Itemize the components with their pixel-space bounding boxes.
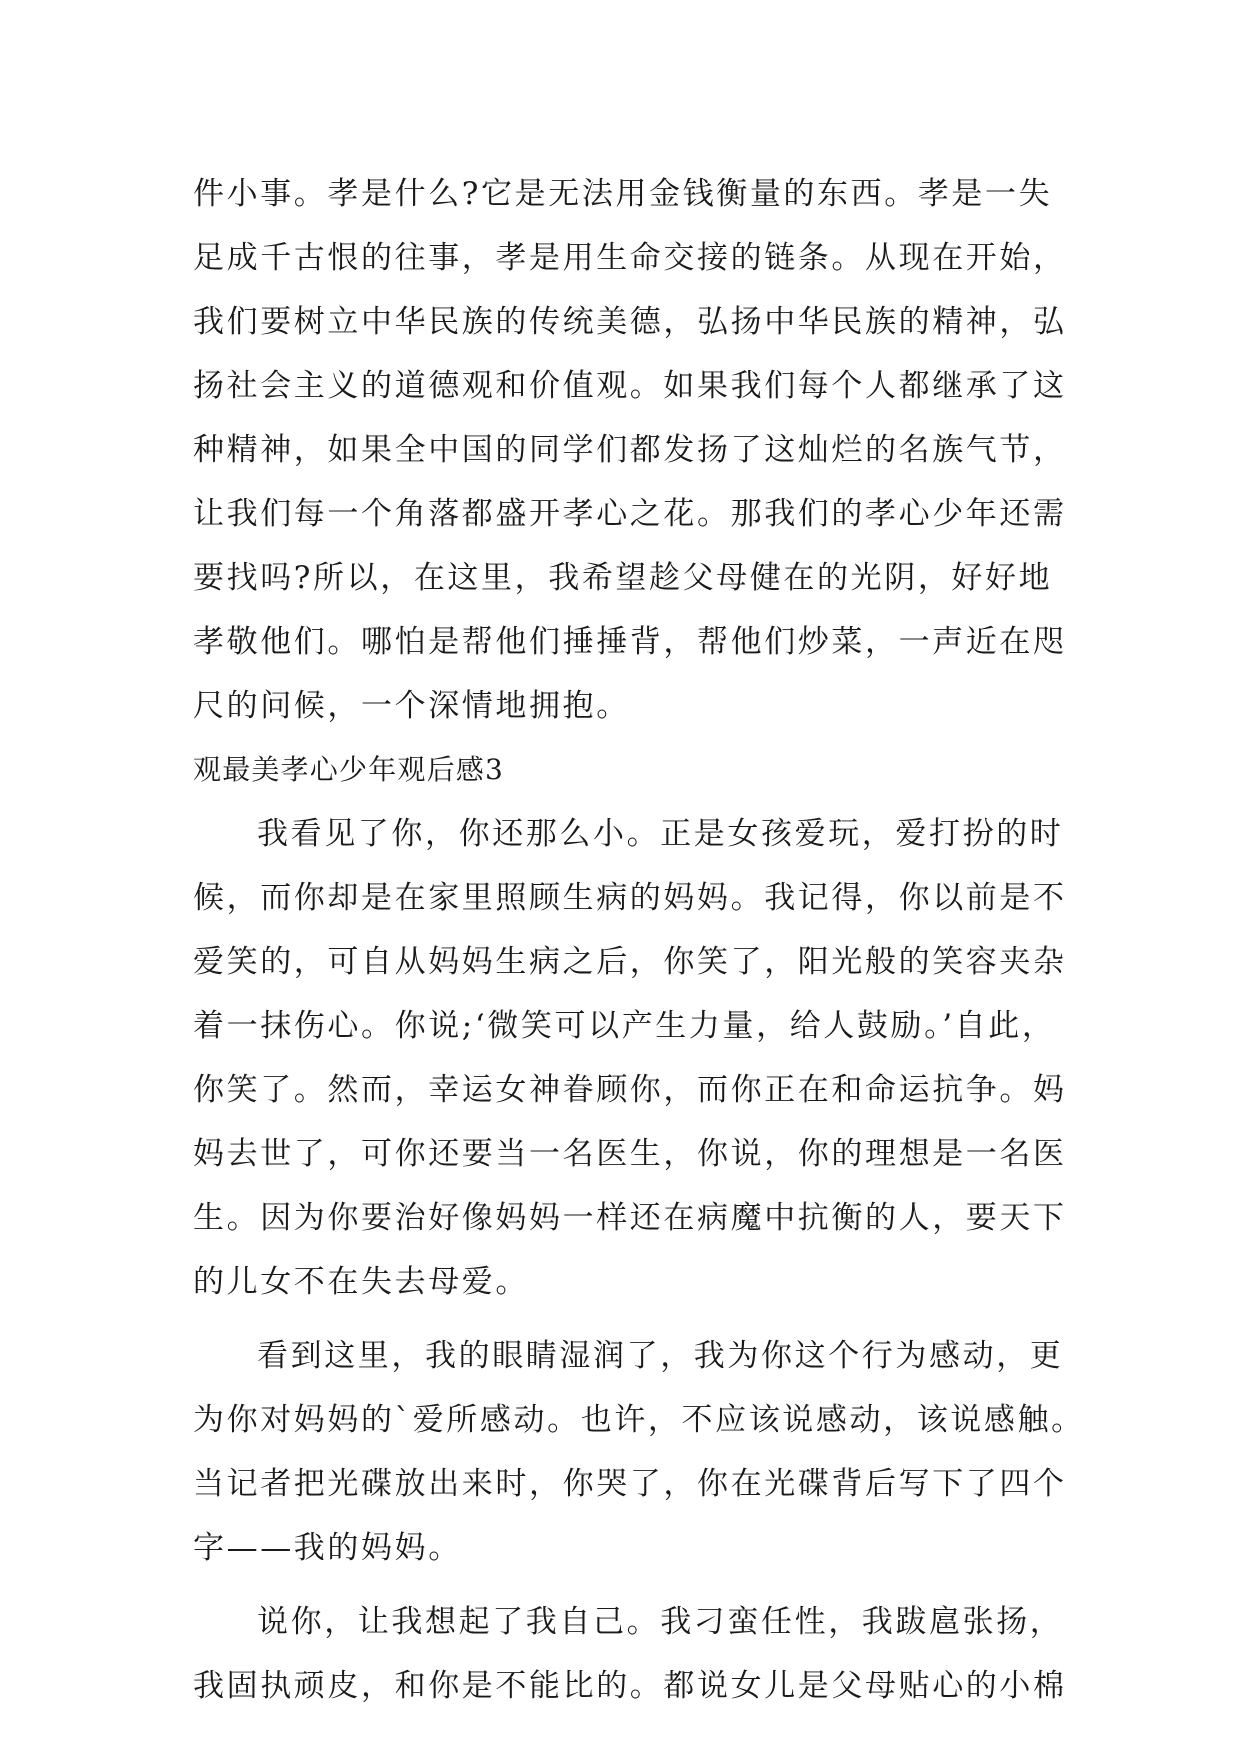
- text-line: 我固执顽皮，和你是不能比的。都说女儿是父母贴心的小棉: [193, 1668, 1067, 1704]
- text-line: 你笑了。然而，幸运女神眷顾你，而你正在和命运抗争。妈: [193, 1072, 1067, 1108]
- text-line: 着一抹伤心。你说;‘微笑可以产生力量，给人鼓励。’自此，: [193, 1008, 1056, 1044]
- paragraph-continued: [193, 162, 1067, 738]
- text-line: 爱笑的，可自从妈妈生病之后，你笑了，阳光般的笑容夹杂: [193, 944, 1067, 980]
- text-line: 扬社会主义的道德观和价值观。如果我们每个人都继承了这: [193, 368, 1067, 404]
- text-line: 看到这里，我的眼睛湿润了，我为你这个行为感动，更: [257, 1338, 1064, 1374]
- text-line: 妈去世了，可你还要当一名医生，你说，你的理想是一名医: [193, 1136, 1067, 1172]
- text-line: 为你对妈妈的`爱所感动。也许，不应该说感动，该说感触。: [193, 1402, 1085, 1438]
- paragraph-3: [193, 1590, 1067, 1718]
- text-line: 当记者把光碟放出来时，你哭了，你在光碟背后写下了四个: [193, 1466, 1067, 1502]
- text-line: 我们要树立中华民族的传统美德，弘扬中华民族的精神，弘: [193, 304, 1067, 340]
- text-line: 说你，让我想起了我自己。我刁蛮任性，我跋扈张扬，: [257, 1604, 1064, 1640]
- text-line: 我看见了你，你还那么小。正是女孩爱玩，爱打扮的时: [257, 816, 1064, 852]
- text-line: 让我们每一个角落都盛开孝心之花。那我们的孝心少年还需: [193, 496, 1067, 532]
- text-line: 字——我的妈妈。: [193, 1530, 462, 1566]
- text-line: 要找吗?所以，在这里，我希望趁父母健在的光阴，好好地: [193, 560, 1053, 596]
- text-line: 生。因为你要治好像妈妈一样还在病魔中抗衡的人，要天下: [193, 1200, 1067, 1236]
- paragraph-2: [193, 1324, 1085, 1580]
- text-line: 件小事。孝是什么?它是无法用金钱衡量的东西。孝是一失: [193, 176, 1053, 212]
- text-line: 孝敬他们。哪怕是帮他们捶捶背，帮他们炒菜，一声近在咫: [193, 624, 1067, 660]
- paragraph-1: [193, 802, 1067, 1314]
- text-line: 足成千古恨的往事，孝是用生命交接的链条。从现在开始，: [193, 240, 1067, 276]
- text-line: 尺的问候，一个深情地拥抱。: [193, 688, 630, 724]
- paragraph-spacer: [193, 1314, 1059, 1324]
- text-line: 的儿女不在失去母爱。: [193, 1264, 529, 1300]
- paragraph-spacer: [193, 1580, 1059, 1590]
- text-line: 候，而你却是在家里照顾生病的妈妈。我记得，你以前是不: [193, 880, 1067, 916]
- document-page: [193, 162, 1085, 1718]
- section-title: 观最美孝心少年观后感3: [193, 753, 505, 786]
- text-line: 种精神，如果全中国的同学们都发扬了这灿烂的名族气节，: [193, 432, 1067, 468]
